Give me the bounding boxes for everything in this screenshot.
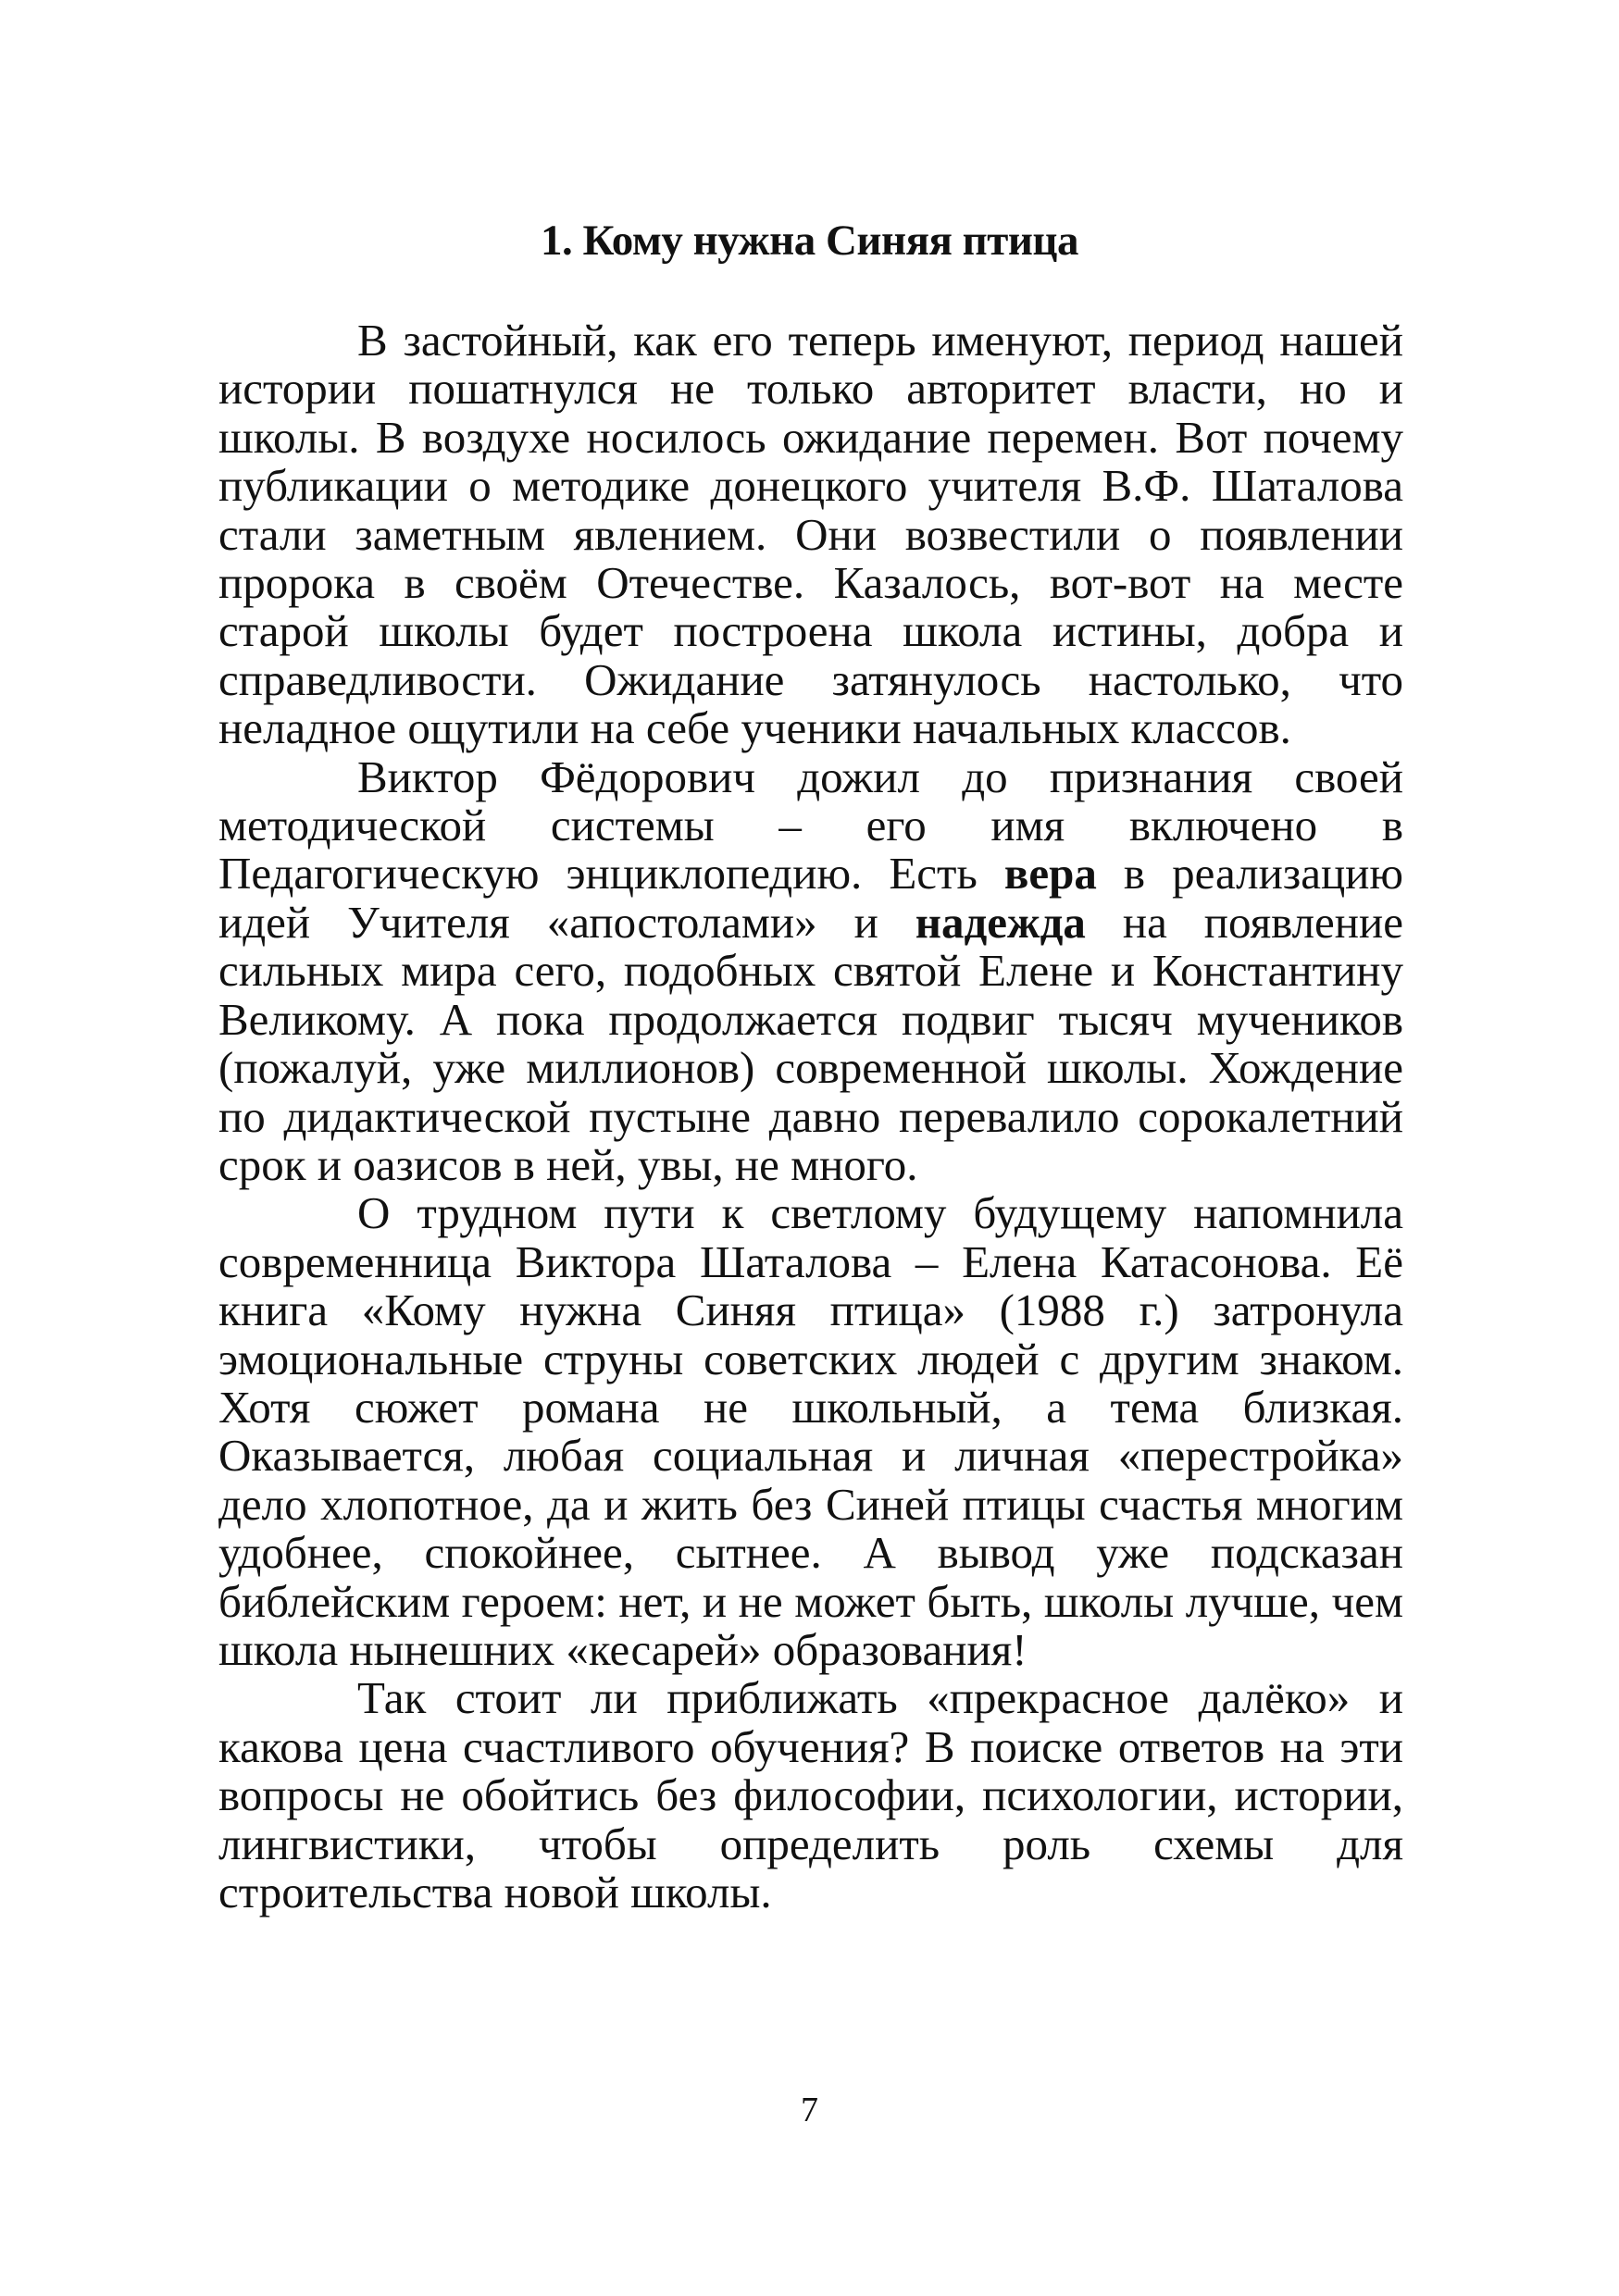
body-paragraph bbox=[218, 1674, 1403, 1917]
chapter-body bbox=[218, 316, 1403, 1917]
chapter-title: 1. Кому нужна Синяя птица bbox=[540, 217, 1078, 265]
emphasized-word: вера bbox=[1003, 848, 1097, 900]
text-run: на появление сильных мира сего, подобных святой Елене и Константину Великому. А пока продолжается подвиг тысяч мучеников (пожалуй, уже миллионов) современной школы. Хождение по дидактической пустыне давно перевалило сорокалетний срок и оазисов в ней, увы, не много. bbox=[218, 896, 1403, 1190]
text-run: Так стоит ли приближать «прекрасное далёко» и какова цена счастливого обучения? В поиске ответов на эти вопросы не обойтись без философии, психологии, истории, лингвистики, чтобы определить роль схемы для строительства новой школы. bbox=[218, 1672, 1403, 1917]
text-run: О трудном пути к светлому будущему напомнила современница Виктора Шаталова – Елена Катасонова. Её книга «Кому нужна Синяя птица» (1988 г.) затронула эмоциональные струны советских людей с другим знаком. Хотя сюжет романа не школьный, а тема близкая. Оказывается, любая социальная и личная «перестройка» дело хлопотное, да и жить без Синей птицы счастья многим удобнее, спокойнее, сытнее. А вывод уже подсказан библейским героем: нет, и не может быть, школы лучше, чем школа нынешних «кесарей» образования! bbox=[218, 1187, 1403, 1675]
text-run: в реализацию идей Учителя «апостолами» и bbox=[218, 848, 1403, 948]
text-run: В застойный, как его теперь именуют, период нашей истории пошатнулся не только авторитет власти, но и школы. В воздухе носилось ожидание перемен. Вот почему публикации о методике донецкого учителя В.Ф. Шаталова стали заметным явлением. Они возвестили о появлении пророка в своём Отечестве. Казалось, вот-вот на месте старой школы будет построена школа истины, добра и справедливости. Ожидание затянулось настолько, что неладное ощутили на себе ученики начальных классов. bbox=[218, 315, 1403, 754]
emphasized-word: надежда bbox=[915, 896, 1086, 948]
body-paragraph bbox=[218, 316, 1403, 753]
body-paragraph bbox=[218, 753, 1403, 1190]
body-paragraph bbox=[218, 1189, 1403, 1674]
page-number: 7 bbox=[801, 2091, 818, 2129]
text-run: Виктор Фёдорович дожил до признания своей методической системы – его имя включено в Педагогическую энциклопедию. Есть bbox=[218, 751, 1403, 900]
